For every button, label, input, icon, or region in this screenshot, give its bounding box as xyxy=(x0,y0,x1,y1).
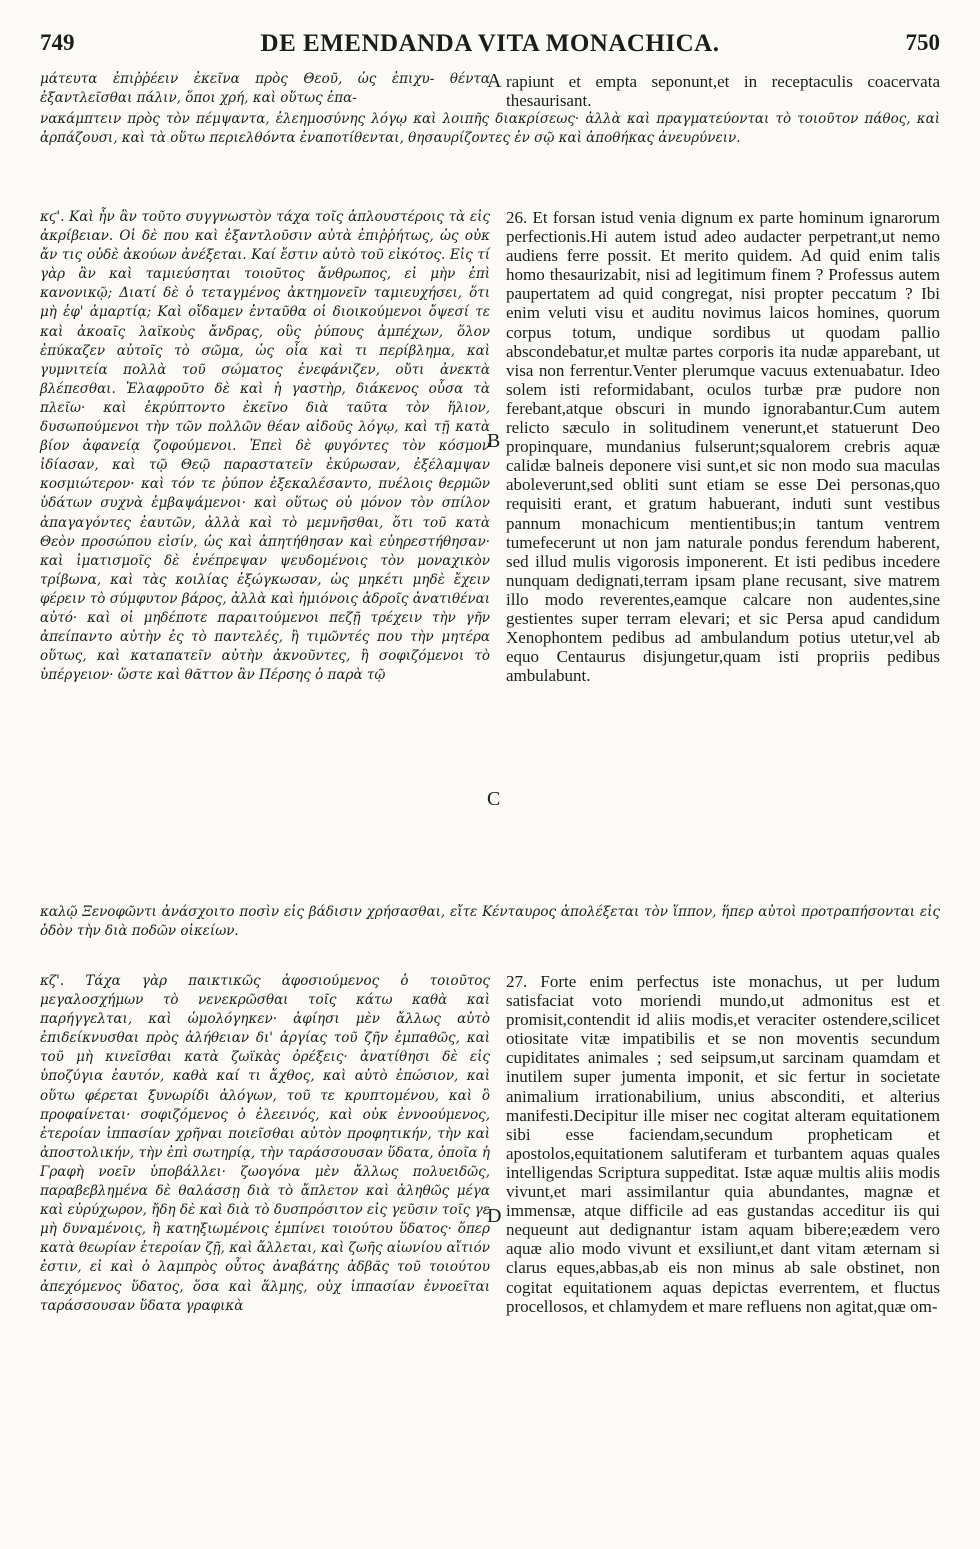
margin-marker-d: D xyxy=(487,1205,502,1227)
top-latin-column xyxy=(506,72,940,110)
top-latin-text: rapiunt et empta seponunt,et in receptaculis coacervata thesaurisant. xyxy=(506,72,940,111)
page-header xyxy=(40,30,940,66)
page-number-right: 750 xyxy=(905,30,940,55)
margin-marker-c: C xyxy=(487,788,501,810)
page-number-left: 749 xyxy=(40,30,75,55)
section-26-greek xyxy=(40,208,490,685)
section-27-greek-text: κζ'. Τάχα γὰρ παικτικῶς ἀφοσιούμενος ὁ τοιοῦτος μεγαλοσχήμων τὸ νενεκρῶσθαι τοῖς κάτω καθὰ καὶ παρήγγελται, καὶ ὡμολόγηκεν· ἀφίησι μὲν ἄλλως αὐτὸ ἐπιδείκνυσθαι πρὸς ἀλήθειαν δι' ἀργίας τοῦ ζῆν ἐμπαθῶς, καὶ τοῦ μὴ κινεῖσθαι κατὰ ζωϊκὰς ὀρέξεις· ἀνατίθησι δὲ εἰς ὑποζύγια ἑαυτόν, καθὰ καί τι ἄχθος, καὶ αὐτὸ ἐπώσιον, καὶ οὕτω φέρεται ξυνωρίδι ἀλόγων, τοῦ τε κρυπτομένου, καὶ ὃ προφαίνεται· σοφιζόμενος ὁ ἐλεεινός, καὶ οὐκ ἐννοούμενος, ἑτεροίαν ἱππασίαν χρῆναι ποιεῖσθαι αὐτὸν προφητικήν, τὴν καὶ ἀποστολικήν, τὴν ἐπὶ σωτηρίᾳ, τὴν ταράσσουσαν ὕδατα, ὁποῖα ἡ Γραφὴ νοεῖν ὑποβάλλει· ζωογόνα μὲν ἄλλως πολυειδῶς, παραβεβλημένα δὲ θαλάσσῃ διὰ τὸ ἄπλετον καὶ ἀληθῶς μέγα καὶ εὐρύχωρον, ἤδη δὲ καὶ διὰ τὸ δυσπρόσιτον εἰς γεῦσιν τοῖς γε μὴ δυναμένοις, ἢ κατηξιωμένοις ἐμπίνει τοιούτου ὕδατος· ὅπερ κατὰ θεωρίαν ἑτεροίαν ζῇ, καὶ ἄλλεται, καὶ ζωῆς αἰωνίου αἴτιόν ἐστιν, εἰ καὶ ὁ λαμπρὸς οὗτος ἀναβάτης ἀδβᾶς τοῦ τοιούτου ἀπεχόμενος ὕδατος, ὅσα καὶ ἅλμης, οὐχ ἱππασίαν ἐννοεῖται ταράσσουσαν ὕδατα γραφικὰ xyxy=(40,973,490,1314)
section-26-spanning xyxy=(40,903,940,941)
section-26-span-text: καλῷ Ξενοφῶντι ἀνάσχοιτο ποσὶν εἰς βάδισιν χρήσασθαι, εἴτε Κένταυρος ἀπολέξεται τὸν ἵππον, ἥπερ αὐτοὶ προτραπήσονται εἰς ὁδὸν τὴν διὰ ποδῶν οἰκείων. xyxy=(40,904,940,940)
top-greek-column xyxy=(40,70,490,108)
section-27-latin xyxy=(506,972,940,1316)
section-26-greek-text: κϛ'. Καὶ ἦν ἂν τοῦτο συγγνωστὸν τάχα τοῖς ἁπλουστέροις τὰ εἰς ἀκρίβειαν. Οἱ δὲ που καὶ ἐξαντλοῦσιν αὐτὰ ἐπιῤῥήτως, ὡς οὐκ ἄν τις οὐδὲ ἀκούων ἀνέξεται. Καί ἔστιν αὐτὸ τοῦ εἰκότος. Εἰς τί γὰρ ἂν καὶ ταμιεύσηται τοιοῦτος ἄνθρωπος, εἰ μὴν ἐπὶ κανονικῷ; Διατί δὲ ὁ τεταγμένος ἀκτημονεῖν ταμιευχήσει, ὅτι μὴ ἐφ' ἁμαρτίᾳ; Καὶ οἴδαμεν ἐνταῦθα οἱ διοικούμενοι ὄψεσί τε καὶ ἀκοαῖς λαϊκοὺς ἄνδρας, οὓς ῥύπους ἀμπέχων, ὅλον ἐπύκαζεν αὐτοῖς τὸ σῶμα, ὡς οἷα καὶ τι περίβλημα, καὶ γυμνιτεία πολλὰ τοῦ σώματος ἐνεφάνιζεν, οὔτι ἀνεκτὰ βλέπεσθαι. Ἐλαφροῦτο δὲ καὶ ἡ γαστὴρ, διάκενος οὖσα τὰ πλεῖω· καὶ ἐκρύπτοντο ἐκεῖνο διὰ ταῦτα τὸν ἥλιον, δυσωπούμενοι τὴν τῶν πολλῶν θέαν αἰδοῦς λόγῳ, καὶ τῇ κατὰ βίον ἀφανείᾳ ζοφούμενοι. Ἐπεὶ δὲ φυγόντες τὸν κόσμον ἰδίασαν, καὶ τῷ Θεῷ παραστατεῖν ἐκύρωσαν, ἐξέλαμψαν κοσμιώτερον· καὶ τόν τε ῥύπον ἐξεκαλέσαντο, πυέλοις θερμῶν ὑδάτων συχνὰ ἐμβαψάμενοι· καὶ οὕτως οὐ μόνον τὸν σπίλον ἀπαγαγόντες ἑαυτῶν, ἀλλὰ καὶ τὸ μεμνῆσθαι, ὅτι τοῦ κατὰ Θεὸν προσώπου εἰσίν, ὡς καὶ ἀπητήθησαν καὶ εὐηρεστήθησαν· καὶ ἱματισμοῖς δὲ ἐνέπρεψαν ψευδομένοις τὸν μοναχικὸν τρίβωνα, καὶ τὰς κοιλίας ἐξώγκωσαν, ὡς μηκέτι μηδὲ ἔχειν φέρειν τὸ σύμφυτον βάρος, ἀλλὰ καὶ ἡμιόνοις ἁδροῖς ἀνατιθέναι αὐτό· καὶ οἱ μηδέποτε παραιτούμενοι πεζῇ τρέχειν τὴν γῆν ἀπείπαντο αὐτὴν ἐς τὸ παντελές, ἢ τιμῶντές που τὴν μητέρα οὕτως, καὶ καταπατεῖν αὐτὴν ἀκνοῦντες, ἢ σοφιζόμενοι τὸ ὑπέργειον· ὥστε καὶ θᾶττον ἂν Πέρσης ὁ παρὰ τῷ xyxy=(40,209,490,684)
running-head: DE EMENDANDA VITA MONACHICA. xyxy=(260,30,720,57)
section-26-latin xyxy=(506,208,940,685)
top-span-text: νακάμπτειν πρὸς τὸν πέμψαντα, ἐλεημοσύνης λόγῳ καὶ λοιπῆς διακρίσεως· ἀλλὰ καὶ πραγματεύονται τὸ τοιοῦτον πάθος, καὶ ἁρπάζουσι, καὶ τὰ οὕτω περιελθόντα ἐναποτίθενται, θησαυρίζοντες ἐν σῷ καὶ ἀποθήκας ἀνευρύνειν. xyxy=(40,111,940,147)
section-27-latin-text: 27. Forte enim perfectus iste monachus, ut per ludum satisfaciat voto moriendi mundo,ut admonitus est et promisit,contendit id aliis modis,et veraciter ostendere,scilicet otiositate vitæ impatibilis et se non moventis secundum cupiditates animales ; sed seipsum,ut sarcinam quamdam et inutilem super jumenta imponit, et sic fertur in societate animalium irrationabilium, unius absconditi, et alterius manifesti.Decipitur ille miser nec cogitat alteram equitationem sibi esse faciendam,secundum propheticam et apostolos,equitationem salutiferam et turbantem aquas quales intelligendas Scriptura suppeditat. Istæ aquæ multis aliis modis vivunt,et mari assimilantur quia abundantes, magnæ et immensæ, atque difficile ad eas gustandas acceditur iis qui nequeunt aut dedignantur istam aquam bibere;eædem vero aquæ alio modo vivunt et exsiliunt,et dant vitam æternam si clarus eques,abbas,ab eis non minus ab sale obstinet, non cogitat equitationem aquas depictas everrentem, et fluctus procellosos, et chlamydem et mare refluens non agitat,quæ om- xyxy=(506,972,940,1316)
section-27-greek xyxy=(40,972,490,1316)
margin-marker-b: B xyxy=(487,430,501,452)
top-spanning-text xyxy=(40,110,940,148)
margin-marker-a: A xyxy=(487,70,502,92)
top-greek-text: μάτευτα ἐπιῤῥέειν ἐκεῖνα πρὸς Θεοῦ, ὡς ἐπιχυ- θέντα ἐξαντλεῖσθαι πάλιν, ὅποι χρή, καὶ οὕτως ἐπα- xyxy=(40,71,490,107)
section-26-latin-text: 26. Et forsan istud venia dignum ex parte hominum ignarorum perfectionis.Hi autem istud adeo audacter perpetrant,ut nemo audiens ferre possit. Et merito quidem. Ad quid enim talis homo thesaurizabit, nisi ad legitimum finem ? Professus autem paupertatem ad quid congregat, nisi propter peccatum ? Ibi enim veluti visu et auditu novimus laicos homines, quorum corpus totum, undique sordibus ut quodam pallio abscondebatur,et multæ partes corporis ita nudæ apparebant, ut visa non ferrentur.Venter plerumque vacuus extenuabatur. Ideo solem isti reformidabant, oculos turbæ præ pudore non ferebant,atque obscuri in mundo ignorabantur.Cum autem relicto sæculo in solitudinem venerunt,et statuerunt Deo propinquare, mundanius fulserunt;squalorem crebris aquæ calidæ balneis deponere visi sunt,et sic non modo sua maculas aboleverunt,sed obliti sunt etiam se esse Dei personas,quo requisiti erant, et gratum habuerant, induti sunt vestibus pannum monachicum mentientibus;in tantum ventrem tumefecerunt ut non jam naturale pondus ferendum haberent, sed illud mulis vigorosis imponerent. Et isti pedibus incedere nunquam dedignati,terram ipsam plane recusant, sive matrem illo modo reverentes,eamque calcare non audentes,sine gestientes super terram elevari; et sic Persa apud candidum Xenophontem pedibus ad ambulandum potius utetur,vel ab equo Centaurus disjungetur,quam isti propriis pedibus ambulabunt. xyxy=(506,208,940,686)
